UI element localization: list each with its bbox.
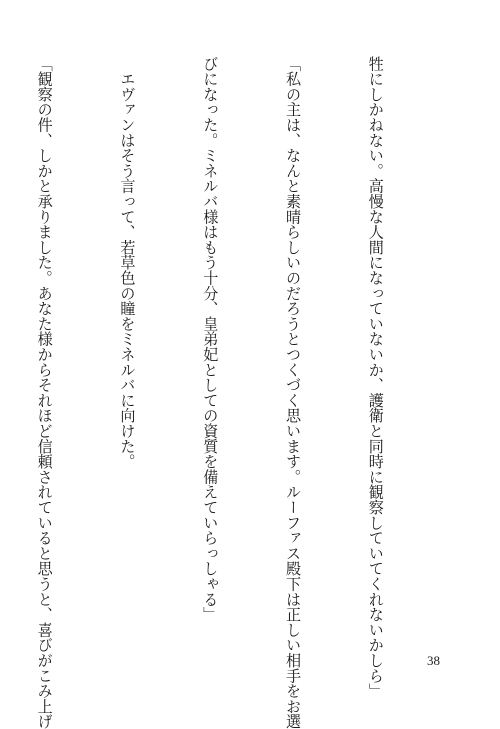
text-line: 牲にしかねない。高慢な人間になっていないか、護衛と同時に観察していてくれないかしら」 [366,56,385,699]
text-line: 「私の主は、なんと素晴らしいのだろうとつくづく思います。ルーファス殿下は正しい相手をお選 [284,56,303,729]
text-line: エヴァンはそう言って、若草色の瞳をミネルバに向けた。 [118,56,137,470]
page-number: 38 [427,653,440,668]
text-line: びになった。ミネルバ様はもう十分、皇弟妃としての資質を備えていらっしゃる」 [201,56,220,623]
text-line: 「観察の件、しかと承りました。あなた様からそれほど信頼されていると思うと、喜びがこみ上げ [35,56,54,729]
